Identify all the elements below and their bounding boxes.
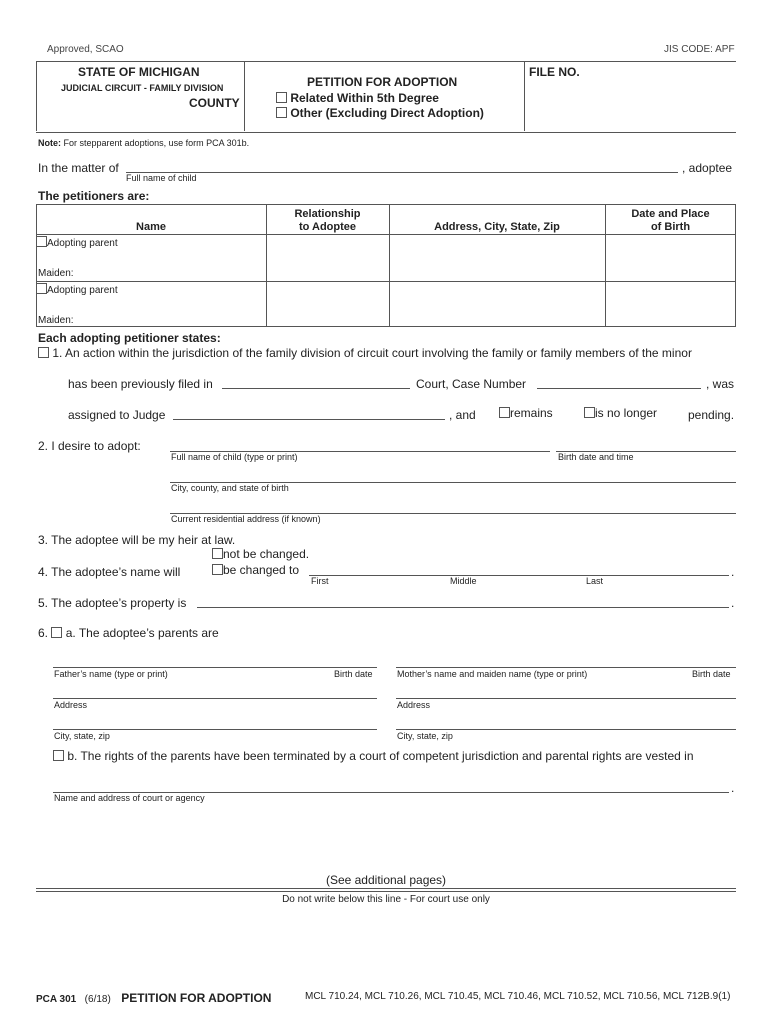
- and-label: , and: [449, 408, 476, 422]
- mother-name-sublabel: Mother’s name and maiden name (type or print): [397, 669, 588, 679]
- case-number-field[interactable]: [537, 388, 701, 389]
- new-name-field[interactable]: [309, 575, 729, 576]
- states-heading: Each adopting petitioner states:: [38, 331, 221, 345]
- item6-number: 6.: [38, 626, 49, 640]
- matter-suffix: , adoptee: [682, 161, 733, 175]
- matter-prefix: In the matter of: [38, 161, 119, 175]
- row1-label: Adopting parent: [47, 238, 118, 249]
- court-use-rule-1: [36, 888, 736, 889]
- item4-label: 4. The adoptee’s name will: [38, 565, 181, 579]
- changed-to-checkbox[interactable]: [212, 564, 223, 575]
- item1-text: 1. An action within the jurisdiction of the family division of circuit court involving the family or family members of the minor: [52, 346, 692, 360]
- item2-label: 2. I desire to adopt:: [38, 439, 141, 453]
- header-left-border: [36, 61, 37, 131]
- mother-address-field[interactable]: [396, 698, 736, 699]
- table-row-rule: [36, 281, 736, 282]
- header-divider-2: [524, 61, 525, 131]
- approved-text: Approved, SCAO: [47, 44, 124, 55]
- court-use-rule-2: [36, 891, 736, 892]
- residential-address-sublabel: Current residential address (if known): [171, 514, 321, 524]
- row2-checkbox[interactable]: [36, 283, 47, 294]
- related-label: Related Within 5th Degree: [290, 91, 439, 105]
- property-field[interactable]: [197, 607, 729, 608]
- item3-text: 3. The adoptee will be my heir at law.: [38, 533, 236, 547]
- row1-adopting-parent[interactable]: [36, 236, 118, 249]
- mother-birth-sublabel: Birth date: [692, 669, 731, 679]
- father-address-sublabel: Address: [54, 700, 88, 710]
- changed-to-label: be changed to: [223, 563, 300, 577]
- middle-sublabel: Middle: [450, 576, 477, 586]
- not-changed-checkbox[interactable]: [212, 548, 223, 559]
- court-case-label: Court, Case Number: [416, 377, 527, 391]
- last-sublabel: Last: [586, 576, 604, 586]
- father-name-field[interactable]: [53, 667, 377, 668]
- jis-code: JIS CODE: APF: [664, 44, 735, 55]
- row2-adopting-parent[interactable]: [36, 283, 118, 296]
- col-relationship-header: Relationship to Adoptee: [294, 208, 361, 233]
- note: [38, 138, 249, 148]
- row1-checkbox[interactable]: [36, 236, 47, 247]
- no-longer-label: is no longer: [595, 406, 658, 420]
- judge-field[interactable]: [173, 419, 445, 420]
- other-checkbox[interactable]: [276, 107, 287, 118]
- item6a-text: a. The adoptee’s parents are: [65, 626, 219, 640]
- mother-name-field[interactable]: [396, 667, 736, 668]
- not-changed-label: not be changed.: [223, 547, 310, 561]
- mother-city-sublabel: City, state, zip: [397, 731, 453, 741]
- mother-city-field[interactable]: [396, 729, 736, 730]
- item6b-text: b. The rights of the parents have been terminated by a court of competent jurisdiction and parental rights are vested in: [67, 749, 694, 763]
- mcl-references: MCL 710.24, MCL 710.26, MCL 710.45, MCL 710.46, MCL 710.52, MCL 710.56, MCL 712B.9(1): [305, 991, 731, 1002]
- option-related[interactable]: [276, 91, 439, 105]
- child-name-sublabel: Full name of child: [126, 173, 197, 183]
- remains-label: remains: [510, 406, 553, 420]
- circuit-label: JUDICIAL CIRCUIT - FAMILY DIVISION: [61, 83, 224, 93]
- item6b-checkbox[interactable]: [53, 750, 64, 761]
- state-title: STATE OF MICHIGAN: [78, 65, 200, 79]
- form-title: PETITION FOR ADOPTION: [307, 75, 458, 89]
- filed-in-label: has been previously filed in: [68, 377, 213, 391]
- col-name-header: Name: [136, 221, 166, 233]
- col-address-header: Address, City, State, Zip: [434, 221, 560, 233]
- row2-maiden: Maiden:: [38, 315, 74, 326]
- option-other[interactable]: [276, 106, 484, 120]
- petitioners-heading: The petitioners are:: [38, 189, 150, 203]
- footer-title: PETITION FOR ADOPTION: [121, 991, 272, 1005]
- father-city-field[interactable]: [53, 729, 377, 730]
- court-field[interactable]: [222, 388, 410, 389]
- father-address-field[interactable]: [53, 698, 377, 699]
- was-label: , was: [706, 377, 735, 391]
- other-label: Other (Excluding Direct Adoption): [290, 106, 484, 120]
- table-header-rule: [36, 234, 736, 235]
- item5-label: 5. The adoptee’s property is: [38, 596, 187, 610]
- not-changed-option[interactable]: [212, 547, 309, 561]
- item5-period: .: [731, 596, 735, 610]
- first-sublabel: First: [311, 576, 329, 586]
- child-name-field[interactable]: [126, 172, 678, 173]
- item6b[interactable]: [53, 749, 694, 763]
- row2-label: Adopting parent: [47, 285, 118, 296]
- related-checkbox[interactable]: [276, 92, 287, 103]
- remains-option[interactable]: [499, 406, 553, 420]
- father-city-sublabel: City, state, zip: [54, 731, 110, 741]
- county-label: COUNTY: [189, 96, 240, 110]
- no-longer-checkbox[interactable]: [584, 407, 595, 418]
- birth-place-sublabel: City, county, and state of birth: [171, 483, 289, 493]
- file-no-label: FILE NO.: [529, 65, 580, 79]
- row1-maiden: Maiden:: [38, 268, 74, 279]
- item4-period: .: [731, 565, 735, 579]
- header-divider-1: [244, 61, 245, 131]
- assigned-label: assigned to Judge: [68, 408, 166, 422]
- note-text: For stepparent adoptions, use form PCA 301b.: [63, 138, 250, 148]
- item1-checkbox[interactable]: [38, 347, 49, 358]
- additional-pages: (See additional pages): [325, 873, 447, 887]
- court-agency-sublabel: Name and address of court or agency: [54, 793, 205, 803]
- mother-address-sublabel: Address: [397, 700, 431, 710]
- remains-checkbox[interactable]: [499, 407, 510, 418]
- father-name-sublabel: Father’s name (type or print): [54, 669, 168, 679]
- col-birth-header: Date and Place of Birth: [631, 208, 710, 233]
- item6[interactable]: [38, 626, 219, 640]
- father-birth-sublabel: Birth date: [334, 669, 373, 679]
- birth-date-sublabel: Birth date and time: [558, 452, 634, 462]
- child-fullname-sublabel: Full name of child (type or print): [171, 452, 298, 462]
- form-revision: (6/18): [84, 994, 111, 1005]
- footer-form-id: [36, 989, 271, 1007]
- changed-to-option[interactable]: [212, 563, 299, 577]
- note-label: Note:: [38, 138, 61, 148]
- court-use-notice: Do not write below this line - For court use only: [282, 894, 490, 905]
- form-number: PCA 301: [36, 994, 77, 1005]
- item1[interactable]: [38, 346, 692, 360]
- pending-label: pending.: [688, 408, 735, 422]
- no-longer-option[interactable]: [584, 406, 657, 420]
- item6a-checkbox[interactable]: [51, 627, 62, 638]
- item6b-period: .: [731, 781, 735, 795]
